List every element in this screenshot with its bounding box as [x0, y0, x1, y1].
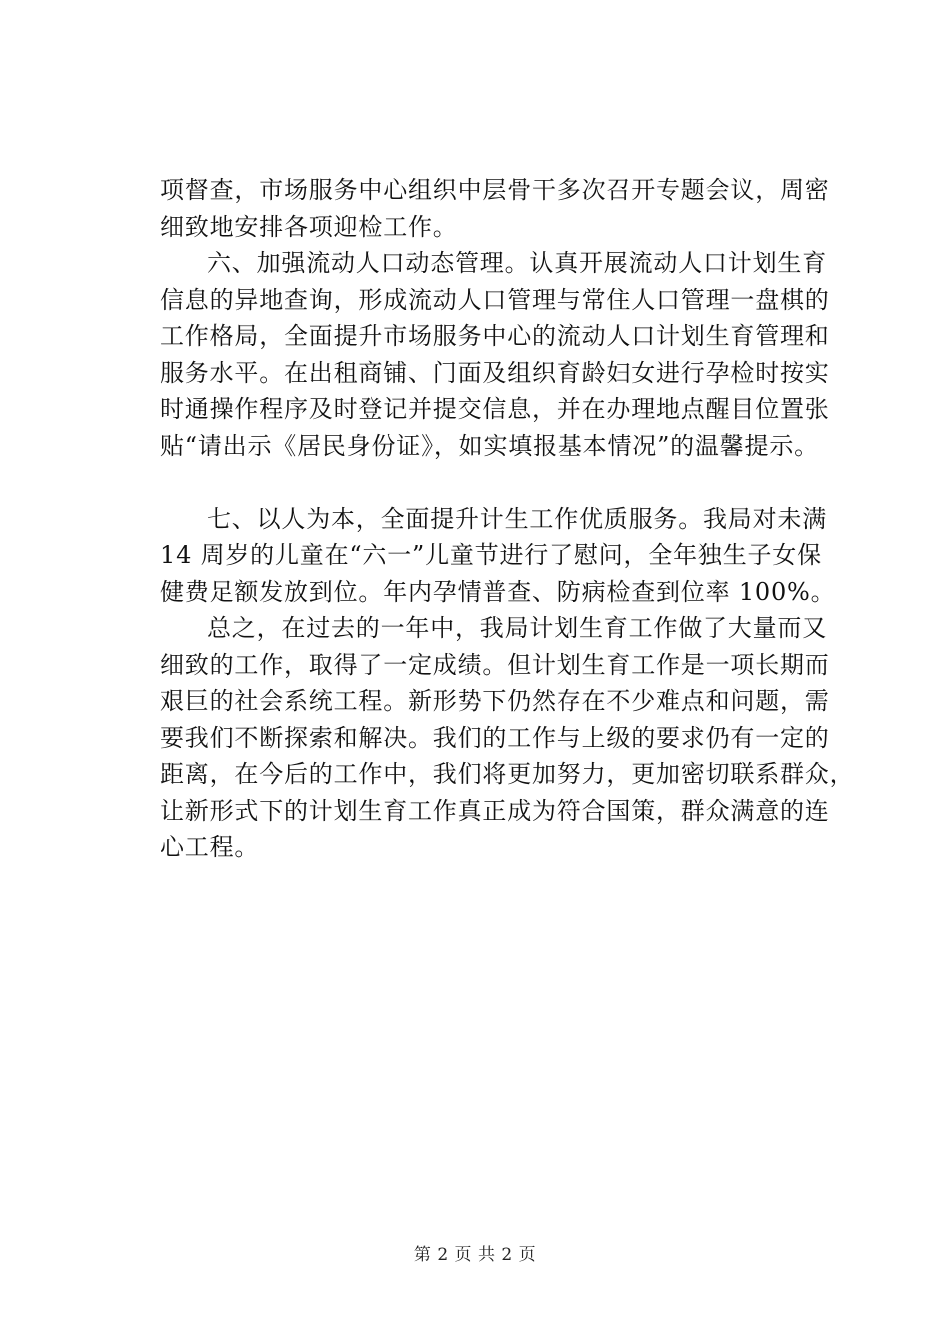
page-number-label: 第 2 页 共 2 页	[413, 1245, 537, 1265]
paragraph-section-6	[160, 245, 850, 464]
text-line: 让新形式下的计划生育工作真正成为符合国策，群众满意的连	[160, 796, 830, 825]
text-line: 工作格局，全面提升市场服务中心的流动人口计划生育管理和	[160, 322, 830, 350]
paragraph-spacer	[160, 464, 850, 501]
text-line: 细致的工作，取得了一定成绩。但计划生育工作是一项长期而	[160, 650, 830, 679]
document-body	[160, 172, 855, 866]
paragraph-conclusion	[160, 610, 855, 866]
text-line: 项督查，市场服务中心组织中层骨干多次召开专题会议，周密	[160, 176, 830, 204]
text-line: 细致地安排各项迎检工作。	[160, 212, 458, 241]
page-footer	[0, 1240, 950, 1265]
text-line: 14 周岁的儿童在“六一”儿童节进行了慰问，全年独生子女保	[160, 541, 822, 569]
paragraph-continuation	[160, 172, 850, 245]
text-line: 服务水平。在出租商铺、门面及组织育龄妇女进行孕检时按实	[160, 358, 830, 387]
text-line: 心工程。	[160, 833, 260, 861]
text-line: 六、加强流动人口动态管理。认真开展流动人口计划生育	[207, 249, 827, 277]
text-line: 距离，在今后的工作中，我们将更加努力，更加密切联系群众，	[160, 760, 855, 788]
text-line: 健费足额发放到位。年内孕情普查、防病检查到位率 100%。	[160, 577, 836, 606]
text-line: 总之，在过去的一年中，我局计划生育工作做了大量而又	[207, 614, 827, 642]
text-line: 时通操作程序及时登记并提交信息，并在办理地点醒目位置张	[160, 395, 830, 423]
paragraph-section-7	[160, 501, 850, 611]
text-line: 贴“请出示《居民身份证》，如实填报基本情况”的温馨提示。	[160, 431, 819, 460]
text-line: 信息的异地查询，形成流动人口管理与常住人口管理一盘棋的	[160, 285, 830, 314]
text-line: 七、以人为本，全面提升计生工作优质服务。我局对未满	[207, 504, 827, 533]
text-line: 要我们不断探索和解决。我们的工作与上级的要求仍有一定的	[160, 723, 830, 752]
text-line: 艰巨的社会系统工程。新形势下仍然存在不少难点和问题，需	[160, 687, 830, 715]
